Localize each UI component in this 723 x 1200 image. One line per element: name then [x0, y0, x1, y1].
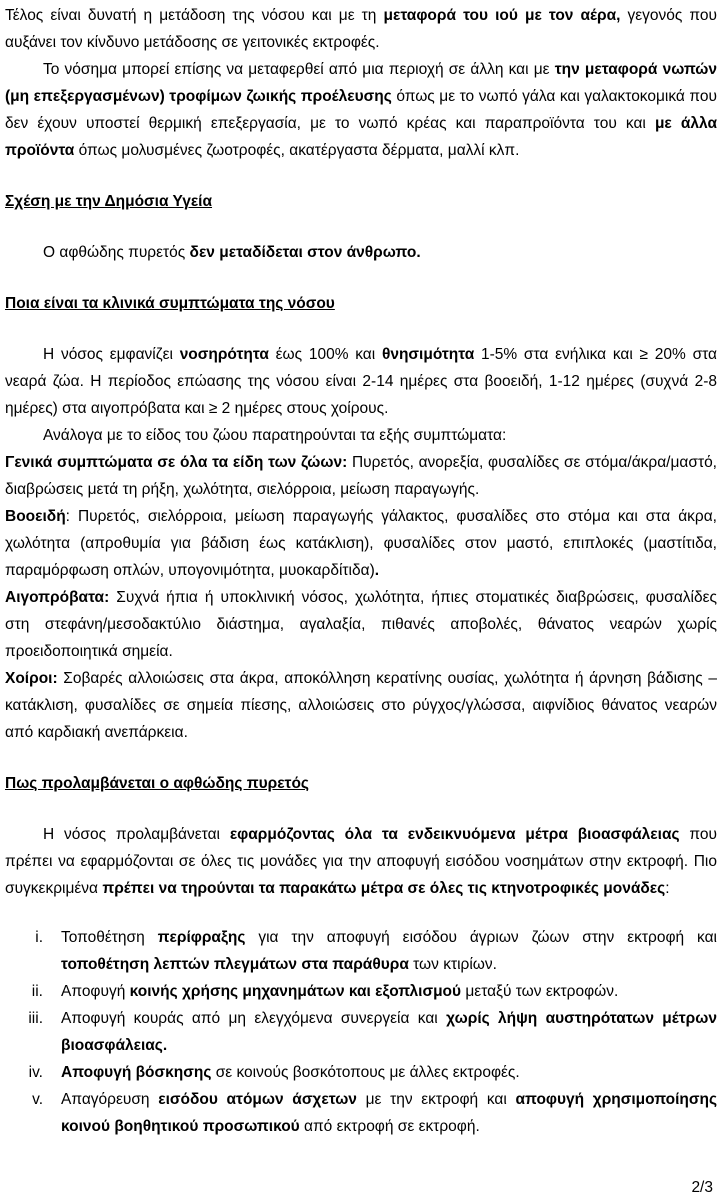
list-item — [5, 924, 717, 978]
text-run: όπως μολυσμένες ζωοτροφές, ακατέργαστα δέρματα, μαλλί κλπ. — [74, 142, 520, 159]
list-item — [5, 1059, 717, 1086]
paragraph — [5, 665, 717, 746]
bold-text-run: νοσηρότητα — [179, 346, 269, 363]
text-run: γεγονός που αυξάνει τον κίνδυνο μετάδοσης σε γειτονικές εκτροφές. — [5, 7, 717, 51]
section-heading — [5, 290, 717, 317]
list-marker: i. — [35, 929, 43, 946]
list-item — [5, 978, 717, 1005]
section-heading-text: Ποια είναι τα κλινικά συμπτώματα της νόσου — [5, 295, 335, 312]
text-run: Ανάλογα με το είδος του ζώου παρατηρούνται τα εξής συμπτώματα: — [43, 427, 507, 444]
text-run: Πυρετός, ανορεξία, φυσαλίδες σε στόμα/άκρα/μαστό, διαβρώσεις μετά τη ρήξη, χωλότητα, σιελόρροια, μείωση παραγωγής. — [5, 454, 717, 498]
text-run: : Πυρετός, σιελόρροια, μείωση παραγωγής γάλακτος, φυσαλίδες στο στόμα και στα άκρα, χωλότητα (απροθυμία για βάδιση έως κατάκλιση), φυσαλίδες στον μαστό, επιπλοκές (μαστίτιδα, παραμόρφωση οπλών, υπογονιμότητα, μυοκαρδίτιδα) — [5, 508, 717, 579]
text-run: Σοβαρές αλλοιώσεις στα άκρα, αποκόλληση κερατίνης ουσίας, χωλότητα ή άρνηση βάδισης – κατάκλιση, φυσαλίδες σε σημεία πίεσης, αλλοιώσεις στο ρύγχος/γλώσσα, αιφνίδιος θάνατος νεαρών από καρδιακή ανεπάρκεια. — [5, 670, 717, 741]
text-run: Το νόσημα μπορεί επίσης να μεταφερθεί από μια περιοχή σε άλλη και με — [43, 61, 555, 78]
bold-text-run: εφαρμόζοντας όλα τα ενδεικνυόμενα μέτρα βιοασφάλειας — [229, 826, 680, 843]
bold-text-run: Αποφυγή βόσκησης — [61, 1064, 212, 1081]
text-run: Τοποθέτηση — [61, 929, 158, 946]
text-run: μεταξύ των εκτροφών. — [461, 983, 619, 1000]
list-item-text — [61, 1005, 717, 1059]
list-item-text — [61, 1059, 717, 1086]
section-heading — [5, 770, 717, 797]
bold-text-run: πρέπει να τηρούνται τα παρακάτω μέτρα σε όλες τις κτηνοτροφικές μονάδες — [102, 880, 666, 897]
bold-text-run: . — [374, 562, 380, 579]
list-marker: iv. — [28, 1064, 43, 1081]
paragraph — [5, 56, 717, 164]
list-item-text — [61, 978, 717, 1005]
paragraph — [5, 449, 717, 503]
list-item-text — [61, 924, 717, 978]
paragraph — [5, 422, 717, 449]
document-body — [5, 2, 717, 1140]
list-item — [5, 1005, 717, 1059]
bold-text-run: αποφυγή χρησιμοποίησης κοινού βοηθητικού προσωπικού — [61, 1091, 718, 1135]
section-heading — [5, 188, 717, 215]
paragraph — [5, 821, 717, 902]
paragraph — [5, 584, 717, 665]
text-run: που πρέπει να εφαρμόζονται σε όλες τις μονάδες για την αποφυγή εισόδου νοσημάτων στην εκτροφή. Πιο συγκεκριμένα — [5, 826, 717, 897]
bold-text-run: τοποθέτηση λεπτών πλεγμάτων στα παράθυρα — [61, 956, 409, 973]
paragraph — [5, 239, 717, 266]
text-run: 1-5% στα ενήλικα και ≥ 20% στα νεαρά ζώα. Η περίοδος επώασης της νόσου είναι 2-14 ημέρες στα βοοειδή, 1-12 ημέρες (συχνά 2-8 ημέρες) στα αιγοπρόβατα και ≥ 2 ημέρες στους χοίρους. — [5, 346, 717, 417]
paragraph — [5, 503, 717, 584]
text-run: Τέλος είναι δυνατή η μετάδοση της νόσου και με τη — [5, 7, 384, 24]
text-run: όπως με το νωπό γάλα και γαλακτοκομικά που δεν έχουν υποστεί θερμική επεξεργασία, με το νωπό κρέας και παραπροϊόντα του και — [5, 88, 717, 132]
text-run: έως 100% και — [268, 346, 382, 363]
section-heading-text: Σχέση με την Δημόσια Υγεία — [5, 193, 213, 210]
text-run: Ο αφθώδης πυρετός — [43, 244, 190, 261]
bold-text-run: μεταφορά του ιού με τον αέρα, — [383, 7, 621, 24]
text-run: Αποφυγή — [61, 983, 130, 1000]
bold-text-run: εισόδου ατόμων άσχετων — [158, 1091, 357, 1108]
section-heading-text: Πως προλαμβάνεται ο αφθώδης πυρετός — [5, 775, 309, 792]
list-item-text — [61, 1086, 717, 1140]
list-marker: v. — [32, 1091, 43, 1108]
list-marker: iii. — [28, 1010, 43, 1027]
bold-text-run: κοινής χρήσης μηχανημάτων και εξοπλισμού — [129, 983, 462, 1000]
bold-text-run: Αιγοπρόβατα: — [5, 589, 110, 606]
text-run: για την αποφυγή εισόδου άγριων ζώων στην εκτροφή και — [245, 929, 717, 946]
text-run: των κτιρίων. — [408, 956, 497, 973]
list-item — [5, 1086, 717, 1140]
paragraph — [5, 341, 717, 422]
text-run: σε κοινούς βοσκότοπους με άλλες εκτροφές. — [211, 1064, 520, 1081]
text-run: : — [665, 880, 670, 897]
bold-text-run: με άλλα προϊόντα — [5, 115, 717, 159]
bold-text-run: την μεταφορά νωπών (μη επεξεργασμένων) τροφίμων ζωικής προέλευσης — [5, 61, 718, 105]
list-marker: ii. — [31, 983, 43, 1000]
numbered-list — [5, 924, 717, 1140]
page-number: 2/3 — [691, 1179, 713, 1196]
bold-text-run: Χοίροι: — [5, 670, 58, 687]
text-run: με την εκτροφή και — [356, 1091, 516, 1108]
bold-text-run: θνησιμότητα — [381, 346, 475, 363]
text-run: Συχνά ήπια ή υποκλινική νόσος, χωλότητα, ήπιες στοματικές διαβρώσεις, φυσαλίδες στη στεφάνη/μεσοδακτύλιο διάστημα, αγαλαξία, πιθανές αποβολές, θάνατος νεαρών χωρίς προειδοποιητικά σημεία. — [5, 589, 717, 660]
bold-text-run: δεν μεταδίδεται στον άνθρωπο. — [189, 244, 421, 261]
bold-text-run: χωρίς λήψη αυστηρότατων μέτρων βιοασφάλειας. — [61, 1010, 717, 1054]
text-run: Η νόσος εμφανίζει — [43, 346, 180, 363]
text-run: από εκτροφή σε εκτροφή. — [299, 1118, 480, 1135]
bold-text-run: Γενικά συμπτώματα σε όλα τα είδη των ζώων: — [5, 454, 348, 471]
bold-text-run: Βοοειδή — [5, 508, 66, 525]
text-run: Απαγόρευση — [61, 1091, 159, 1108]
bold-text-run: περίφραξης — [157, 929, 246, 946]
paragraph — [5, 2, 717, 56]
text-run: Η νόσος προλαμβάνεται — [43, 826, 230, 843]
text-run: Αποφυγή κουράς από μη ελεγχόμενα συνεργεία και — [61, 1010, 447, 1027]
